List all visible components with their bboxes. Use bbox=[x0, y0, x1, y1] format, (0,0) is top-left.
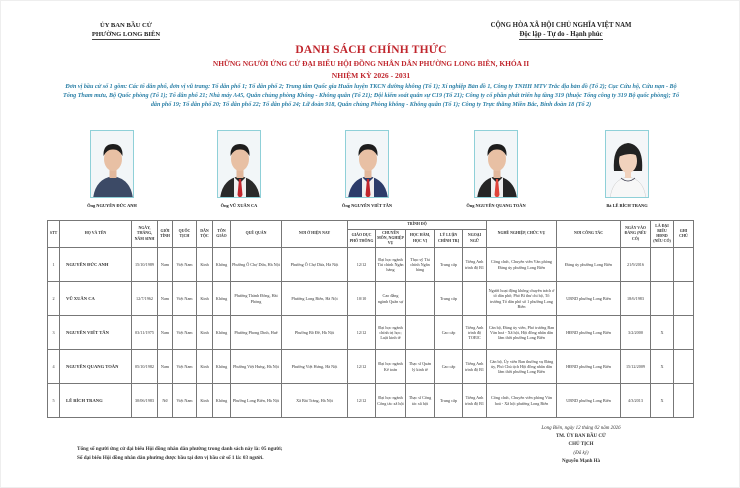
header-education-group: TRÌNH ĐỘ bbox=[348, 221, 487, 230]
cell-general-edu: 12/12 bbox=[348, 316, 376, 350]
cell-nationality: Việt Nam bbox=[173, 384, 197, 418]
cell-nationality: Việt Nam bbox=[173, 248, 197, 282]
cell-language: Tiếng Anh trình độ B1 bbox=[463, 248, 487, 282]
table-row bbox=[48, 384, 694, 418]
table-row bbox=[48, 350, 694, 384]
cell-political: Trung cấp bbox=[435, 282, 463, 316]
cell-delegate: X bbox=[651, 384, 674, 418]
cell-general-edu: 12/12 bbox=[348, 350, 376, 384]
national-motto-line-2: Độc lập - Tự do - Hạnh phúc bbox=[519, 31, 603, 38]
cell-gender: Nam bbox=[158, 282, 173, 316]
cell-name: LÊ BÍCH TRANG bbox=[60, 384, 132, 418]
issuer-line-1: ỦY BAN BẦU CỬ bbox=[99, 22, 153, 29]
cell-general-edu: 12/12 bbox=[348, 248, 376, 282]
cell-ethnicity: Kinh bbox=[197, 248, 213, 282]
table-row bbox=[48, 248, 694, 282]
portrait-icon bbox=[91, 131, 134, 198]
unit-label: Đơn vị bầu cử số 1 gồm: bbox=[65, 84, 128, 90]
document-term: NHIỆM KỲ 2026 - 2031 bbox=[331, 71, 411, 80]
header-academic: HỌC HÀM, HỌC VỊ bbox=[406, 230, 435, 248]
cell-workplace: Đảng ủy phường Long Biên bbox=[557, 248, 621, 282]
cell-party-date: 18/6/1983 bbox=[621, 282, 651, 316]
cell-delegate bbox=[651, 282, 674, 316]
national-header bbox=[441, 21, 681, 40]
photo-caption: Bà LÊ BÍCH TRANG bbox=[606, 203, 648, 208]
header-party-date: NGÀY VÀO ĐẢNG (NẾU CÓ) bbox=[621, 221, 651, 248]
cell-occupation: Công chức, Chuyên viên Văn phòng Đảng ủy phường Long Biên bbox=[487, 248, 557, 282]
cell-major: Đại học ngành Kế toán bbox=[376, 350, 406, 384]
portrait-icon bbox=[606, 131, 649, 198]
cell-general-edu: 10/10 bbox=[348, 282, 376, 316]
cell-notes bbox=[674, 316, 694, 350]
cell-religion: Không bbox=[213, 282, 231, 316]
signing-org: TM. ỦY BAN BẦU CỬ bbox=[555, 434, 607, 440]
header-dob: NGÀY, THÁNG, NĂM SINH bbox=[132, 221, 158, 248]
header-ethnicity: DÂN TỘC bbox=[197, 221, 213, 248]
header-language: NGOẠI NGỮ bbox=[463, 230, 487, 248]
header-residence: NƠI Ở HIỆN NAY bbox=[282, 221, 348, 248]
cell-notes bbox=[674, 350, 694, 384]
cell-academic: Thạc sĩ Quản lý kinh tế bbox=[406, 350, 435, 384]
summary-footer bbox=[77, 445, 282, 462]
header-occupation: NGHỀ NGHIỆP, CHỨC VỤ bbox=[487, 221, 557, 248]
header-nationality: QUỐC TỊCH bbox=[173, 221, 197, 248]
cell-academic: Thạc sỹ Tài chính Ngân hàng bbox=[406, 248, 435, 282]
cell-general-edu: 12/12 bbox=[348, 384, 376, 418]
cell-nationality: Việt Nam bbox=[173, 316, 197, 350]
cell-dob: 03/11/1975 bbox=[132, 316, 158, 350]
cell-name: VŨ XUÂN CA bbox=[60, 282, 132, 316]
cell-hometown: Phường Việt Hưng, Hà Nội bbox=[231, 350, 282, 384]
unit-description bbox=[61, 83, 681, 109]
cell-party-date: 4/3/2013 bbox=[621, 384, 651, 418]
cell-stt: 4 bbox=[48, 350, 60, 384]
cell-name: NGUYỄN VIẾT TÂN bbox=[60, 316, 132, 350]
document-title: DANH SÁCH CHÍNH THỨC bbox=[295, 44, 447, 56]
header-notes: GHI CHÚ bbox=[674, 221, 694, 248]
elected-count-line: Số đại biểu Hội đồng nhân dân phường được bầu tại đơn vị bầu cử số 1 là: 03 người. bbox=[77, 454, 264, 461]
cell-delegate bbox=[651, 248, 674, 282]
portrait-icon bbox=[218, 131, 261, 198]
cell-dob: 05/10/1982 bbox=[132, 350, 158, 384]
cell-residence: Phường Việt Hưng, Hà Nội bbox=[282, 350, 348, 384]
header-delegate: LÀ ĐẠI BIỂU HĐND (NẾU CÓ) bbox=[651, 221, 674, 248]
cell-occupation: Công chức, Chuyên viên phòng Văn hoá - Xã hội phường Long Biên bbox=[487, 384, 557, 418]
cell-notes bbox=[674, 384, 694, 418]
cell-language: Tiếng Anh trình độ B1 bbox=[463, 384, 487, 418]
table-row bbox=[48, 282, 694, 316]
cell-nationality: Việt Nam bbox=[173, 282, 197, 316]
cell-religion: Không bbox=[213, 316, 231, 350]
cell-language: Tiếng Anh trình độ B1 bbox=[463, 350, 487, 384]
cell-ethnicity: Kinh bbox=[197, 282, 213, 316]
cell-gender: Nam bbox=[158, 248, 173, 282]
cell-major: Đại học ngành chính trị học; Luật kinh tế bbox=[376, 316, 406, 350]
portrait-icon bbox=[346, 131, 389, 198]
cell-academic bbox=[406, 316, 435, 350]
photo-caption: Ông NGUYỄN ĐỨC ANH bbox=[87, 203, 137, 208]
cell-political: Cao cấp bbox=[435, 316, 463, 350]
cell-stt: 2 bbox=[48, 282, 60, 316]
header-general-edu: GIÁO DỤC PHỔ THÔNG bbox=[348, 230, 376, 248]
cell-ethnicity: Kinh bbox=[197, 316, 213, 350]
candidate-table bbox=[47, 220, 694, 418]
cell-dob: 12/7/1962 bbox=[132, 282, 158, 316]
candidate-photo bbox=[217, 130, 261, 198]
cell-workplace: HĐND phường Long Biên bbox=[557, 316, 621, 350]
national-motto-line-1: CỘNG HÒA XÃ HỘI CHỦ NGHĨA VIỆT NAM bbox=[490, 22, 632, 29]
photo-caption: Ông VŨ XUÂN CA bbox=[220, 203, 258, 208]
header-political: LÝ LUẬN CHÍNH TRỊ bbox=[435, 230, 463, 248]
unit-description-text: Các tổ dân phố, đơn vị vũ trang: Tổ dân phố 1; Tổ dân phố 2; Trung tâm Quốc gia Huấn luyện TKCN đường không (Tổ 1); Xí nghiệp Bản đồ 1, Công ty TNHH MTV Trắc địa bản đồ (Tổ 2); Cục Cứu hộ, Cứu nạn - Bộ Tổng Tham mưu, Bộ Quốc phòng (Tổ 1); Tổ dân phố 21; Nhà máy A45, Quân chủng phòng Không - Không quân (Tổ 21); Đội kiểm soát quân sự C19 (Tổ 21); Công ty cổ phần phát triển hạ tầng 319 (thuộc Tổng công ty 319 Bộ quốc phòng); Tổ dân phố 19; Tổ dân phố 20; Tổ dân phố 22; Tổ dân phố 24; Lữ đoàn 918, Quân chủng Phòng không - Không quân (Tổ 1); Công ty Trực thăng Miền Bắc, Binh đoàn 18 (Tổ 2) bbox=[62, 84, 680, 108]
cell-stt: 5 bbox=[48, 384, 60, 418]
candidate-photo bbox=[345, 130, 389, 198]
cell-gender: Nữ bbox=[158, 384, 173, 418]
cell-occupation: Người hoạt động không chuyên trách ở tổ dân phố; Phó Bí thư chi bộ, Tổ trưởng Tổ dân phố số 1 phường Long Biên bbox=[487, 282, 557, 316]
cell-party-date: 21/9/2016 bbox=[621, 248, 651, 282]
candidate-photo bbox=[474, 130, 518, 198]
cell-delegate: X bbox=[651, 316, 674, 350]
cell-party-date: 15/12/2009 bbox=[621, 350, 651, 384]
table-row bbox=[48, 316, 694, 350]
cell-gender: Nam bbox=[158, 350, 173, 384]
signature-block bbox=[521, 425, 641, 466]
cell-party-date: 3/2/2000 bbox=[621, 316, 651, 350]
cell-major: Đại học ngành Tài chính Ngân hàng bbox=[376, 248, 406, 282]
cell-religion: Không bbox=[213, 384, 231, 418]
cell-name: NGUYỄN QUANG TOÀN bbox=[60, 350, 132, 384]
header-major: CHUYÊN MÔN, NGHIỆP VỤ bbox=[376, 230, 406, 248]
cell-academic bbox=[406, 282, 435, 316]
cell-political: Trung cấp bbox=[435, 384, 463, 418]
cell-workplace: HĐND phường Long Biên bbox=[557, 350, 621, 384]
cell-hometown: Phường Long Biên, Hà Nội bbox=[231, 384, 282, 418]
header-gender: GIỚI TÍNH bbox=[158, 221, 173, 248]
cell-religion: Không bbox=[213, 248, 231, 282]
total-candidates-line: Tổng số người ứng cử đại biểu Hội đồng nhân dân phường trong danh sách này là: 05 người; bbox=[77, 446, 283, 452]
cell-political: Cao cấp bbox=[435, 350, 463, 384]
cell-notes bbox=[674, 248, 694, 282]
signed-note: (Đã ký) bbox=[573, 450, 589, 456]
document-subtitle: NHỮNG NGƯỜI ỨNG CỬ ĐẠI BIỂU HỘI ĐỒNG NHÂN DÂN PHƯỜNG LONG BIÊN, KHÓA II bbox=[212, 59, 530, 68]
cell-workplace: UBND phường Long Biên bbox=[557, 282, 621, 316]
cell-dob: 15/10/1989 bbox=[132, 248, 158, 282]
cell-ethnicity: Kinh bbox=[197, 350, 213, 384]
cell-residence: Xã Bát Tràng, Hà Nội bbox=[282, 384, 348, 418]
cell-dob: 30/06/1983 bbox=[132, 384, 158, 418]
issuer-header bbox=[61, 21, 191, 40]
cell-political: Trung cấp bbox=[435, 248, 463, 282]
cell-stt: 3 bbox=[48, 316, 60, 350]
cell-language: Tiếng Anh trình độ TOEIC bbox=[463, 316, 487, 350]
signer-name: Nguyễn Mạnh Hà bbox=[561, 458, 601, 464]
cell-workplace: UBND phường Long Biên bbox=[557, 384, 621, 418]
cell-major: Đại học ngành Công tác xã hội bbox=[376, 384, 406, 418]
cell-religion: Không bbox=[213, 350, 231, 384]
cell-gender: Nam bbox=[158, 316, 173, 350]
cell-ethnicity: Kinh bbox=[197, 384, 213, 418]
cell-academic: Thạc sĩ Công tác xã hội bbox=[406, 384, 435, 418]
cell-name: NGUYỄN ĐỨC ANH bbox=[60, 248, 132, 282]
header-name: HỌ VÀ TÊN bbox=[60, 221, 132, 248]
cell-nationality: Việt Nam bbox=[173, 350, 197, 384]
cell-stt: 1 bbox=[48, 248, 60, 282]
portrait-icon bbox=[475, 131, 518, 198]
candidate-photo bbox=[605, 130, 649, 198]
header-workplace: NƠI CÔNG TÁC bbox=[557, 221, 621, 248]
cell-language bbox=[463, 282, 487, 316]
photo-caption: Ông NGUYỄN QUANG TOÀN bbox=[466, 203, 526, 208]
cell-major: Cao đẳng ngành Quân sự bbox=[376, 282, 406, 316]
cell-hometown: Phường Ô Chợ Dừa, Hà Nội bbox=[231, 248, 282, 282]
place-date: Long Biên, ngày 12 tháng 02 năm 2026 bbox=[541, 426, 621, 431]
issuer-line-2: PHƯỜNG LONG BIÊN bbox=[91, 31, 161, 38]
cell-residence: Phường Long Biên, Hà Nội bbox=[282, 282, 348, 316]
cell-residence: Phường Ô Chợ Dừa, Hà Nội bbox=[282, 248, 348, 282]
cell-delegate: X bbox=[651, 350, 674, 384]
cell-occupation: Cán bộ, Ủy viên Ban thường vụ Đảng ủy, Phó Chủ tịch Hội đồng nhân dân lâm thời phường Long Biên bbox=[487, 350, 557, 384]
cell-notes bbox=[674, 282, 694, 316]
cell-occupation: Cán bộ, Đảng ủy viên, Phó trưởng Ban Văn hoá - Xã hội, Hội đồng nhân dân lâm thời phường Long Biên bbox=[487, 316, 557, 350]
cell-hometown: Phường Phong Dinh, Huế bbox=[231, 316, 282, 350]
photo-caption: Ông NGUYỄN VIẾT TÂN bbox=[341, 203, 393, 208]
candidate-photo bbox=[90, 130, 134, 198]
header-stt: STT bbox=[48, 221, 60, 248]
header-hometown: QUÊ QUÁN bbox=[231, 221, 282, 248]
signing-position: CHỦ TỊCH bbox=[568, 442, 594, 448]
header-religion: TÔN GIÁO bbox=[213, 221, 231, 248]
cell-residence: Phường Bồ Đề, Hà Nội bbox=[282, 316, 348, 350]
cell-hometown: Phường Thành Đông, Hải Phòng bbox=[231, 282, 282, 316]
